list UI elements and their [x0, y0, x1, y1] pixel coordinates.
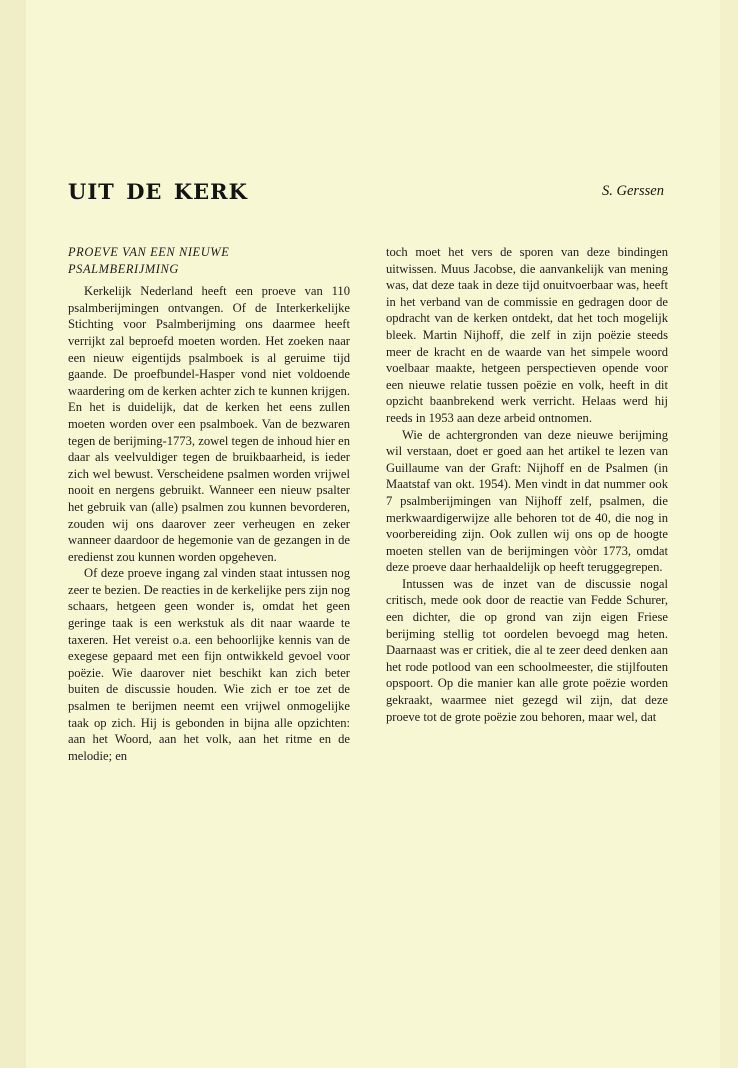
article-heading-line-2: PSALMBERIJMING: [68, 261, 179, 276]
author-byline: S. Gerssen: [601, 183, 664, 199]
masthead: [68, 172, 668, 214]
column-right: [386, 244, 668, 764]
page-right-margin-band: [720, 0, 738, 1068]
article-heading: [68, 244, 350, 277]
page-left-margin-band: [0, 0, 26, 1068]
paragraph: toch moet het vers de sporen van deze bindingen uitwissen. Muus Jacobse, die aanvankelijk van mening was, dat deze taak in deze tijd onuitvoerbaar was, heeft in het verband van de commissie en gedragen door de opdracht van de kerken ontdekt, dat het toch mogelijk bleek. Martin Nijhoff, die zelf in zijn poëzie steeds meer de kracht en de waarde van het simpele woord voelbaar maakte, hetgeen perspectieven opende voor een nieuwe relatie tussen poëzie en volk, heeft in dit opzicht baanbrekend werk verricht. Helaas werd hij reeds in 1953 aan deze arbeid ontnomen.: [386, 245, 668, 425]
paragraph: Kerkelijk Nederland heeft een proeve van 110 psalmberijmingen ontvangen. Of de Interkerkelijke Stichting voor Psalmberijming ons daarmee heeft verrijkt zal beproefd moeten worden. Het zoeken naar een nieuw eigentijds psalmboek is al geruime tijd gaande. De proefbundel-Hasper vond niet voldoende waardering om de kerken achter zich te kunnen krijgen. En het is duidelijk, dat de kerken het eens zullen moeten worden over een psalmboek. Van de bezwaren tegen de berijming-1773, zowel tegen de inhoud hier en daar als veelvuldiger tegen de bruikbaarheid, is ieder zich wel bewust. Verscheidene psalmen worden vrijwel nooit en nergens gebruikt. Wanneer een nieuw psalter het gebruik van (alle) psalmen zou kunnen bevorderen, zouden wij ons daarover zeer verheugen en zeker wanneer daardoor de hegemonie van de gezangen in de eredienst zou kunnen worden opgeheven.: [68, 284, 350, 564]
page-content: [68, 0, 668, 1068]
paragraph: Wie de achtergronden van deze nieuwe berijming wil verstaan, doet er goed aan het artikel te lezen van Guillaume van der Graft: Nijhoff en de Psalmen (in Maatstaf van okt. 1954). Men vindt in dat nummer ook 7 psalmberijmingen van Nijhoff zelf, psalmen, die merkwaardigerwijze alle behoren tot de 40, die nog in voorbereiding zijn. Ook zullen wij ons op de hoogte moeten stellen van de berijmingen vòòr 1773, omdat deze proeve daar herhaaldelijk op heeft teruggegrepen.: [386, 427, 668, 575]
paragraph: Intussen was de inzet van de discussie nogal critisch, mede ook door de reactie van Fedde Schurer, een dichter, die op grond van zijn eigen Friese berijming stellig tot oordelen bevoegd mag heten. Daarnaast was er critiek, die al te zeer deed denken aan het rode potlood van een schoolmeester, die stijlfouten opspoort. Op die manier kan alle grote poëzie worden gekraakt, waarmee niet gezegd wil zijn, dat deze proeve tot de grote poëzie zou behoren, maar wel, dat: [386, 576, 668, 724]
article-heading-line-1: PROEVE VAN EEN NIEUWE: [68, 245, 230, 259]
article-body: [68, 244, 668, 764]
paragraph: Of deze proeve ingang zal vinden staat intussen nog zeer te bezien. De reacties in de kerkelijke pers zijn nog schaars, hetgeen geen wonder is, omdat het geen geringe taak is een werkstuk als dit naar waarde te taxeren. Het vereist o.a. een behoorlijke kennis van de exegese gepaard met een fijn ontwikkeld gevoel voor poëzie. Wie daarover niet beschikt kan zich beter buiten de discussie houden. Wie zich er toe zet de psalmen te berijmen neemt een vrijwel onmogelijke taak op zich. Hij is gebonden in bijna alle opzichten: aan het Woord, aan het volk, aan het ritme en de melodie; en: [68, 566, 350, 763]
section-title: uit de kerk: [68, 172, 248, 207]
column-left: [68, 244, 350, 764]
